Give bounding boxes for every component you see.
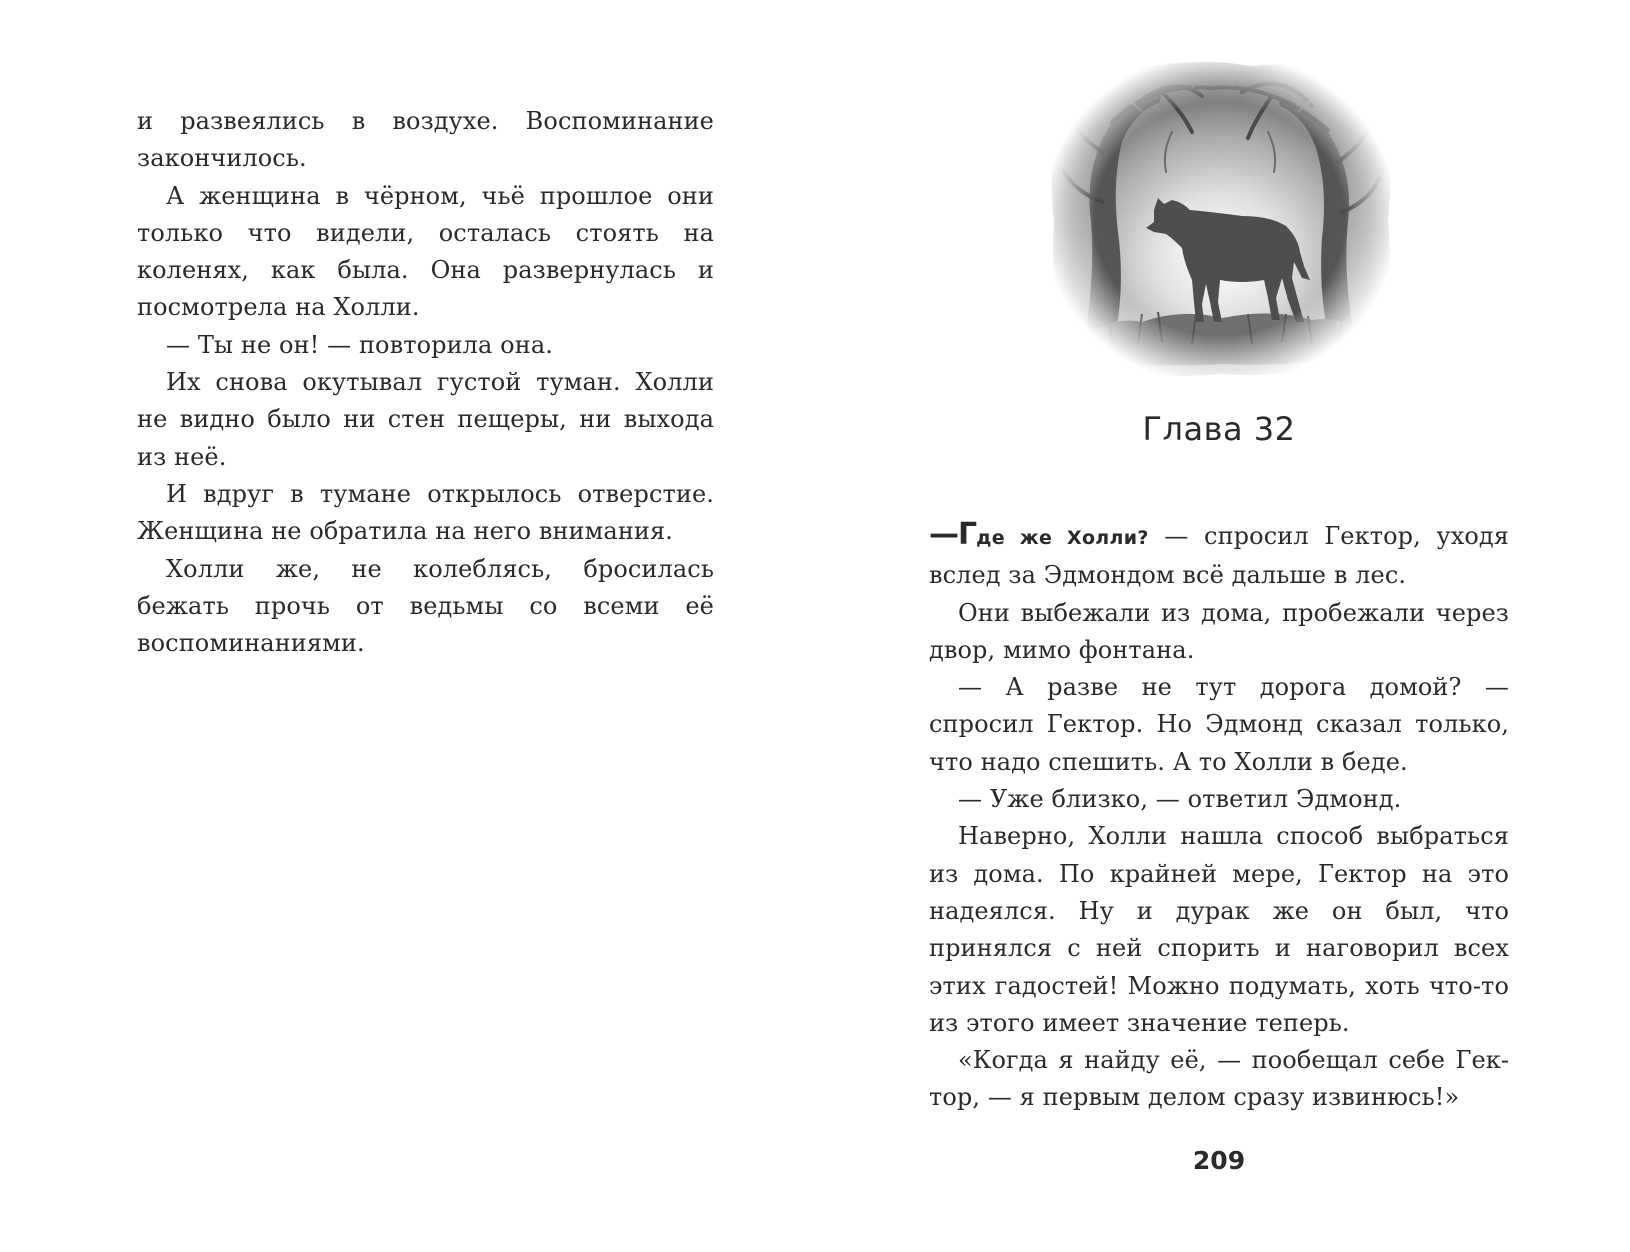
- paragraph: И вдруг в тумане открылось отверстие. Женщина не обратила на него внимания.: [137, 479, 714, 546]
- dropcap: —Г: [929, 517, 977, 552]
- wolf-in-forest-illustration: [1042, 52, 1398, 386]
- paragraph: — Ты не он! — повторила она.: [166, 330, 553, 359]
- paragraph: Наверно, Холли нашла способ выбраться из дома. По крайней мере, Гектор на это надеялся. Ну и дурак же он был, что принялся с ней спорить и наговорил всех этих гадостей! Можно подумать, хоть что-то из этого имеет значение теперь.: [929, 822, 1509, 1037]
- page-number: 209: [1192, 1146, 1246, 1175]
- paragraph: Холли же, не колеблясь, бросилась бежать прочь от ведьмы со всеми её воспоминаниями.: [137, 554, 714, 658]
- paragraph: — Уже близко, — ответил Эдмонд.: [958, 785, 1402, 814]
- paragraph: Их снова окутывал густой туман. Холли не видно было ни стен пещеры, ни выхода из неё.: [137, 368, 714, 471]
- paragraph: Они выбежали из дома, пробежали через двор, мимо фонтана.: [929, 598, 1509, 664]
- paragraph: А женщина в чёрном, чьё прошлое они только что видели, осталась стоять на коленях, как была. Она развернулась и посмотрела на Холли.: [137, 181, 714, 322]
- paragraph: — А разве не тут дорога домой? — спросил Гектор. Но Эдмонд сказал только, что надо спешить. А то Холли в беде.: [929, 673, 1509, 776]
- chapter-body: [929, 516, 1509, 1117]
- left-page: [137, 103, 714, 662]
- paragraph: [929, 516, 1509, 595]
- chapter-title: Глава 32: [1142, 410, 1296, 448]
- paragraph: «Когда я найду её, — пообещал себе Гектор, — я первым делом сразу извинюсь!»: [929, 1046, 1509, 1112]
- paragraph: и развеялись в воздухе. Воспоминание закончилось.: [137, 107, 714, 173]
- paragraph-rest: — спросил Гектор, уходя вслед за Эдмондом всё дальше в лес.: [929, 522, 1509, 590]
- leadin-text: де же Холли?: [976, 527, 1149, 549]
